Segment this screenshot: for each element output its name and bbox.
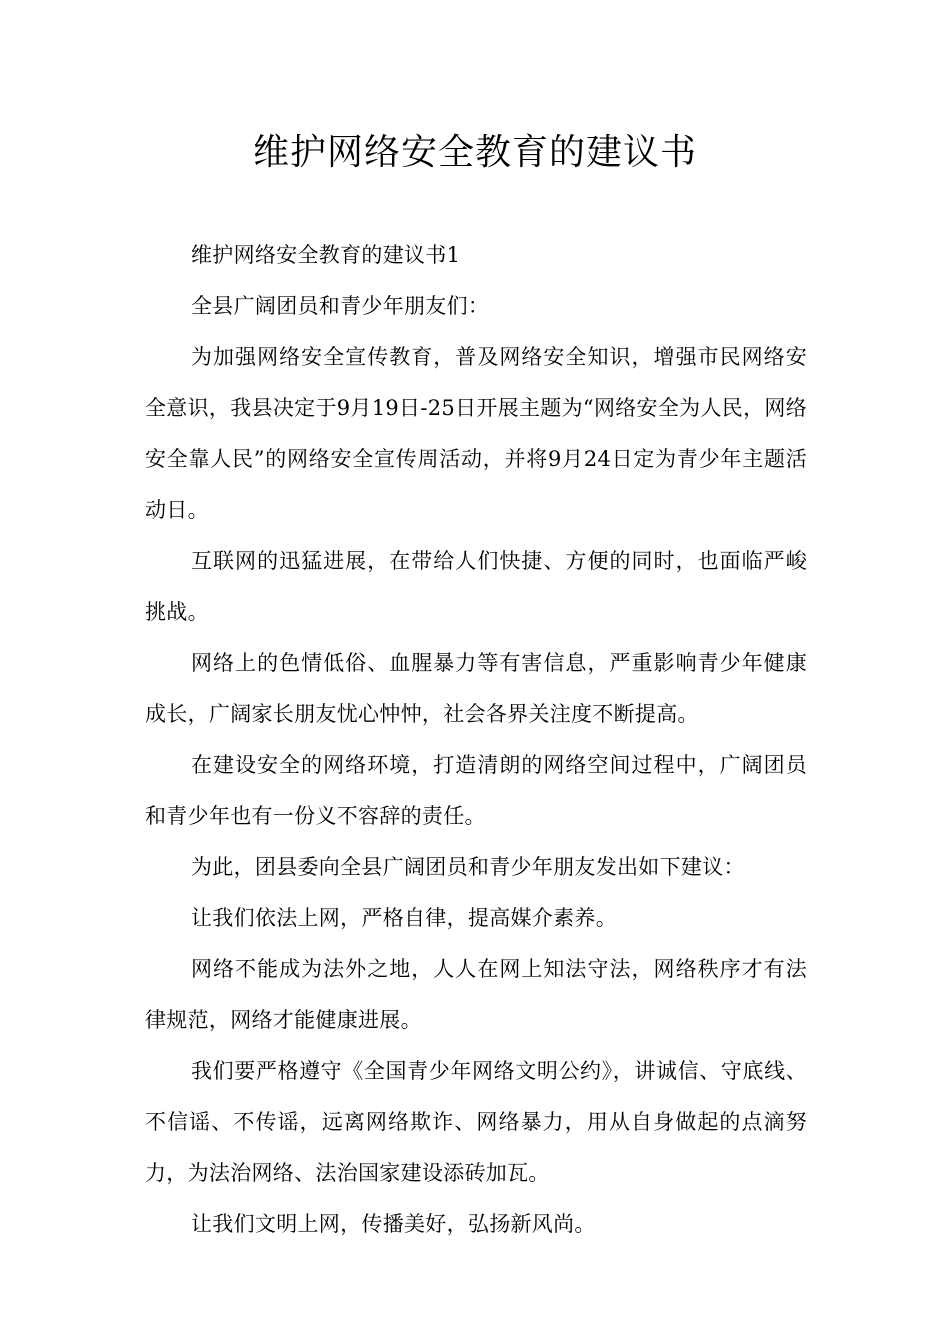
paragraph: 让我们文明上网，传播美好，弘扬新风尚。 — [191, 1212, 596, 1236]
paragraph: 让我们依法上网，严格自律，提高媒介素养。 — [191, 906, 617, 930]
paragraph-salutation: 全县广阔团员和青少年朋友们： — [191, 294, 490, 318]
paragraph-heading: 维护网络安全教育的建议书1 — [191, 243, 461, 267]
paragraph: 网络上的色情低俗、血腥暴力等有害信息，严重影响青少年健康成长，广阔家长朋友忧心忡忡，社会各界关注度不断提高。 — [145, 651, 807, 726]
paragraph: 互联网的迅猛进展，在带给人们快捷、方便的同时，也面临严峻挑战。 — [145, 549, 807, 624]
paragraph: 为此，团县委向全县广阔团员和青少年朋友发出如下建议： — [191, 855, 745, 879]
paragraph: 我们要严格遵守《全国青少年网络文明公约》，讲诚信、守底线、不信谣、不传谣，远离网络欺诈、网络暴力，用从自身做起的点滴努力，为法治网络、法治国家建设添砖加瓦。 — [145, 1059, 807, 1185]
paragraph: 在建设安全的网络环境，打造清朗的网络空间过程中，广阔团员和青少年也有一份义不容辞的责任。 — [145, 753, 807, 828]
paragraph: 为加强网络安全宣传教育，普及网络安全知识，增强市民网络安全意识，我县决定于9月19日-25日开展主题为“网络安全为人民，网络安全靠人民”的网络安全宣传周活动，并将9月24日定为青少年主题活动日。 — [145, 345, 807, 522]
paragraph: 网络不能成为法外之地，人人在网上知法守法，网络秩序才有法律规范，网络才能健康进展。 — [145, 957, 807, 1032]
document-body — [145, 230, 807, 1250]
document-title: 维护网络安全教育的建议书 — [252, 132, 697, 173]
